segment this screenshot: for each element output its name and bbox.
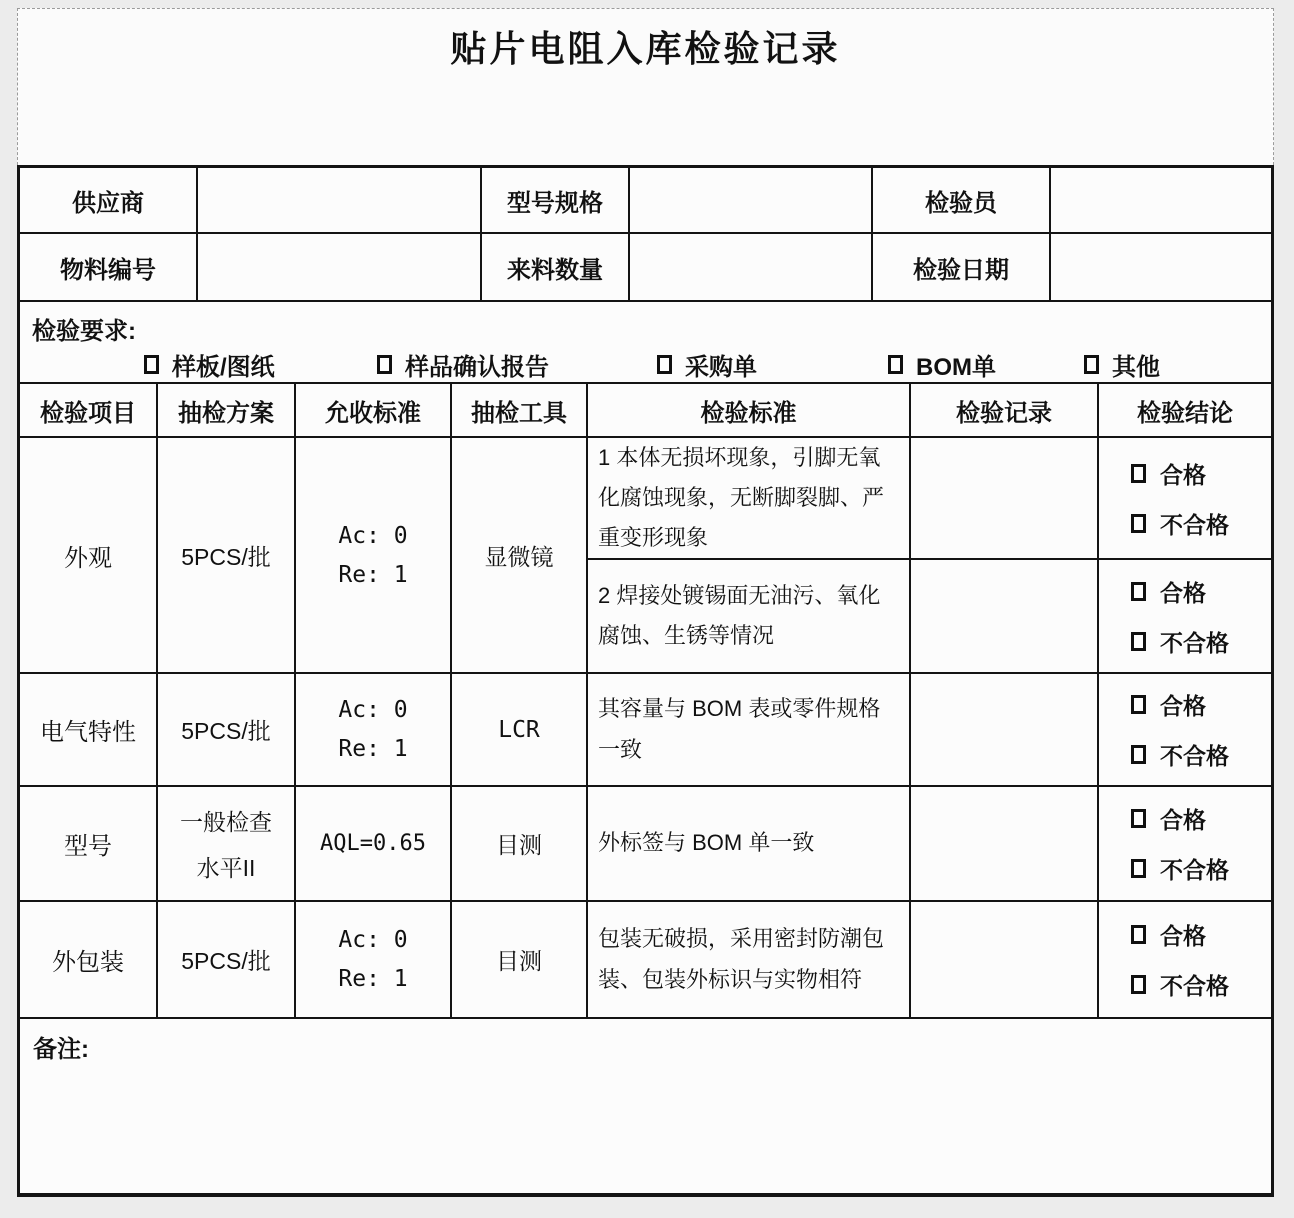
supplier-value-cell[interactable] (198, 168, 482, 234)
plan-electrical: 5PCS/批 (158, 674, 296, 787)
header-info-grid (20, 168, 1271, 302)
record-model-cell[interactable] (911, 787, 1099, 902)
req-option-other (1084, 347, 1160, 382)
remarks-label: 备注: (33, 1036, 89, 1063)
incoming-qty-label: 来料数量 (482, 234, 630, 302)
pass-label: 合格 (1160, 923, 1206, 949)
purchase-order-checkbox[interactable] (657, 355, 672, 374)
accept-appearance-line2: Re: 1 (338, 561, 408, 588)
material-no-label: 物料编号 (20, 234, 198, 302)
inspection-date-label: 检验日期 (873, 234, 1051, 302)
col-header-tool: 抽检工具 (452, 384, 588, 438)
fail-checkbox[interactable] (1131, 514, 1146, 533)
col-header-item: 检验项目 (20, 384, 158, 438)
item-model: 型号 (20, 787, 158, 902)
record-packaging-cell[interactable] (911, 902, 1099, 1019)
inspector-label: 检验员 (873, 168, 1051, 234)
accept-electrical-line2: Re: 1 (338, 736, 408, 762)
pass-checkbox[interactable] (1131, 695, 1146, 714)
remarks-section[interactable] (20, 1019, 1271, 1193)
conclusion-appearance-2 (1099, 560, 1271, 674)
conclusion-appearance-1-fail (1131, 507, 1229, 540)
conclusion-model (1099, 787, 1271, 902)
plan-model-line2: 水平II (196, 855, 256, 881)
standard-model-text: 外标签与 BOM 单一致 (598, 830, 815, 856)
form-sheet (17, 165, 1274, 1197)
model-spec-value-cell[interactable] (630, 168, 873, 234)
fail-checkbox[interactable] (1131, 975, 1146, 994)
fail-label: 不合格 (1160, 511, 1229, 538)
item-packaging: 外包装 (20, 902, 158, 1019)
accept-packaging-line1: Ac: 0 (338, 927, 408, 953)
req-option-sample-report (377, 347, 549, 382)
conclusion-packaging-fail (1131, 968, 1229, 1001)
supplier-label: 供应商 (20, 168, 198, 234)
standard-packaging-text: 包装无破损，采用密封防潮包装、包装外标识与实物相符 (598, 926, 885, 992)
tool-appearance: 显微镜 (452, 438, 588, 674)
fail-label: 不合格 (1160, 743, 1229, 769)
accept-electrical (296, 674, 452, 787)
req-option-purchase-order (657, 347, 757, 382)
col-header-accept: 允收标准 (296, 384, 452, 438)
standard-appearance-1-text: 1 本体无损坏现象，引脚无氧化腐蚀现象，无断脚裂脚、严重变形现象 (598, 444, 885, 551)
accept-appearance-line1: Ac: 0 (338, 522, 408, 549)
incoming-qty-value-cell[interactable] (630, 234, 873, 302)
tool-electrical: LCR (452, 674, 588, 787)
form-title: 贴片电阻入库检验记录 (450, 28, 841, 69)
standard-appearance-1 (588, 438, 911, 560)
fail-checkbox[interactable] (1131, 859, 1146, 878)
item-electrical: 电气特性 (20, 674, 158, 787)
fail-label: 不合格 (1160, 857, 1229, 883)
accept-electrical-line1: Ac: 0 (338, 697, 408, 723)
purchase-order-label: 采购单 (685, 354, 757, 381)
pass-label: 合格 (1160, 693, 1206, 719)
bom-checkbox[interactable] (888, 355, 903, 374)
sample-drawing-label: 样板/图纸 (172, 354, 275, 381)
pass-checkbox[interactable] (1131, 582, 1146, 601)
pass-label: 合格 (1160, 807, 1206, 833)
record-electrical-cell[interactable] (911, 674, 1099, 787)
sample-report-checkbox[interactable] (377, 355, 392, 374)
record-appearance-1-cell[interactable] (911, 438, 1099, 560)
conclusion-appearance-1 (1099, 438, 1271, 560)
sample-report-label: 样品确认报告 (405, 354, 549, 381)
other-checkbox[interactable] (1084, 355, 1099, 374)
standard-electrical (588, 674, 911, 787)
tool-model: 目测 (452, 787, 588, 902)
fail-checkbox[interactable] (1131, 632, 1146, 651)
item-appearance: 外观 (20, 438, 158, 674)
inspector-value-cell[interactable] (1051, 168, 1271, 234)
accept-packaging (296, 902, 452, 1019)
accept-packaging-line2: Re: 1 (338, 966, 408, 992)
plan-model (158, 787, 296, 902)
fail-checkbox[interactable] (1131, 745, 1146, 764)
inspection-table (20, 384, 1271, 1019)
conclusion-packaging (1099, 902, 1271, 1019)
conclusion-appearance-2-pass (1131, 575, 1206, 608)
material-no-value-cell[interactable] (198, 234, 482, 302)
fail-label: 不合格 (1160, 973, 1229, 999)
conclusion-appearance-1-pass (1131, 457, 1206, 490)
sample-drawing-checkbox[interactable] (144, 355, 159, 374)
plan-model-line1: 一般检查 (180, 809, 272, 835)
col-header-plan: 抽检方案 (158, 384, 296, 438)
pass-label: 合格 (1160, 579, 1206, 606)
other-label: 其他 (1112, 354, 1160, 381)
tool-packaging: 目测 (452, 902, 588, 1019)
conclusion-model-fail (1131, 852, 1229, 885)
standard-electrical-text: 其容量与 BOM 表或零件规格一致 (598, 696, 881, 762)
accept-model (296, 787, 452, 902)
pass-label: 合格 (1160, 461, 1206, 488)
inspection-requirements-band (20, 302, 1271, 384)
inspection-date-value-cell[interactable] (1051, 234, 1271, 302)
req-option-bom (888, 347, 996, 382)
pass-checkbox[interactable] (1131, 464, 1146, 483)
title-block (17, 8, 1274, 165)
standard-packaging (588, 902, 911, 1019)
plan-packaging: 5PCS/批 (158, 902, 296, 1019)
record-appearance-2-cell[interactable] (911, 560, 1099, 674)
plan-appearance: 5PCS/批 (158, 438, 296, 674)
col-header-conclusion: 检验结论 (1099, 384, 1271, 438)
conclusion-electrical (1099, 674, 1271, 787)
requirements-label: 检验要求: (32, 318, 136, 345)
conclusion-model-pass (1131, 802, 1206, 835)
accept-model-line1: AQL=0.65 (320, 831, 426, 856)
fail-label: 不合格 (1160, 629, 1229, 656)
accept-appearance (296, 438, 452, 674)
conclusion-packaging-pass (1131, 918, 1206, 951)
standard-model (588, 787, 911, 902)
bom-label: BOM单 (916, 354, 996, 381)
standard-appearance-2-text: 2 焊接处镀锡面无油污、氧化腐蚀、生锈等情况 (598, 582, 881, 648)
col-header-standard: 检验标准 (588, 384, 911, 438)
conclusion-electrical-pass (1131, 688, 1206, 721)
conclusion-electrical-fail (1131, 738, 1229, 771)
model-spec-label: 型号规格 (482, 168, 630, 234)
req-option-sample-drawing (144, 347, 275, 382)
pass-checkbox[interactable] (1131, 809, 1146, 828)
conclusion-appearance-2-fail (1131, 625, 1229, 658)
pass-checkbox[interactable] (1131, 925, 1146, 944)
standard-appearance-2 (588, 560, 911, 674)
col-header-record: 检验记录 (911, 384, 1099, 438)
